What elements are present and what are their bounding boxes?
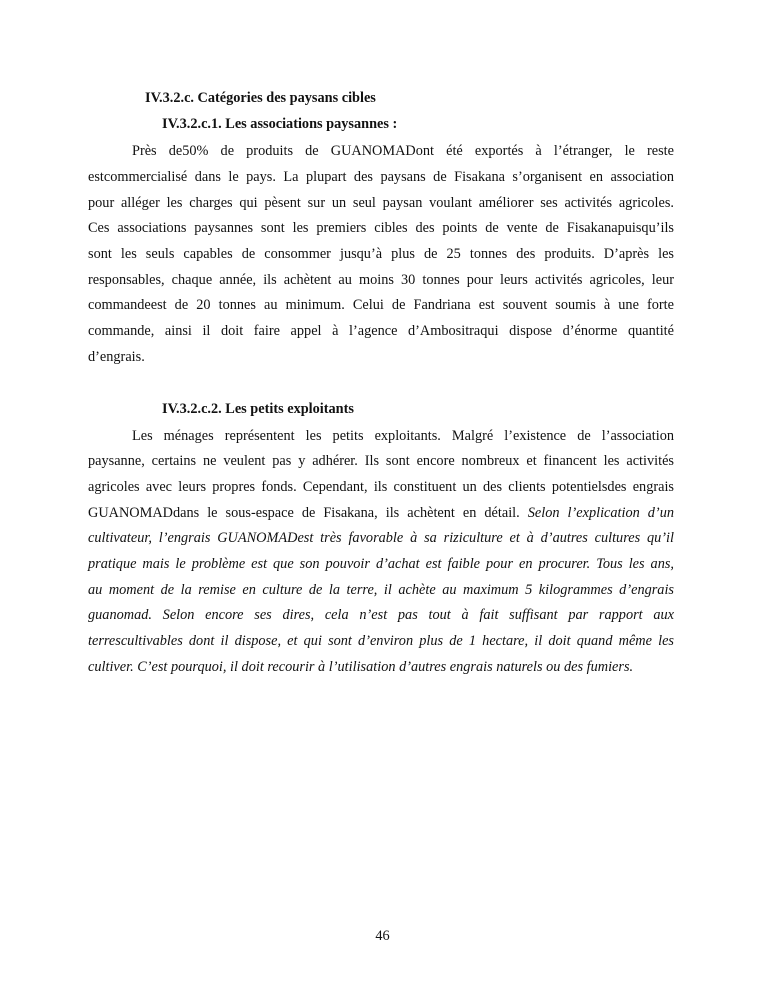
paragraph-line: agricoles avec leurs propres fonds. Cependant, ils constituent un des clients potentielsdes engrais — [88, 479, 674, 495]
paragraph-line: responsables, chaque année, ils achètent au moins 30 tonnes pour leurs activités agricoles, leur — [88, 272, 674, 288]
line-italic-part: Selon l’explication d’un — [527, 505, 674, 521]
paragraph-line-italic: pratique mais le problème est que son pouvoir d’achat est faible pour en procurer. Tous les ans, — [88, 556, 674, 572]
section-heading: IV.3.2.c. Catégories des paysans cibles — [145, 90, 376, 106]
paragraph-line: paysanne, certains ne veulent pas y adhérer. Ils sont encore nombreux et financent les activités — [88, 453, 674, 469]
subsection-heading-associations: IV.3.2.c.1. Les associations paysannes : — [162, 116, 398, 132]
paragraph-line: pour alléger les charges qui pèsent sur un seul paysan voulant améliorer ses activités agricoles. — [88, 195, 674, 211]
paragraph-line: Les ménages représentent les petits exploitants. Malgré l’existence de l’association — [132, 428, 674, 444]
paragraph-line-italic: guanomad. Selon encore ses dires, cela n’est pas tout à fait suffisant par rapport aux — [88, 607, 674, 623]
paragraph-line-italic: cultiver. C’est pourquoi, il doit recourir à l’utilisation d’autres engrais naturels ou des fumiers. — [88, 659, 634, 675]
paragraph-line: Ces associations paysannes sont les premiers cibles des points de vente de Fisakanapuisqu’ils — [88, 220, 674, 236]
paragraph-line-italic: au moment de la remise en culture de la terre, il achète au maximum 5 kilogrammes d’engrais — [88, 582, 674, 598]
paragraph-line: commandeest de 20 tonnes au minimum. Celui de Fandriana est souvent soumis à une forte — [88, 297, 674, 313]
paragraph-line: Près de50% de produits de GUANOMADont été exportés à l’étranger, le reste — [132, 143, 674, 159]
paragraph-line: estcommercialisé dans le pays. La plupart des paysans de Fisakana s’organisent en association — [88, 169, 674, 185]
paragraph-line: commande, ainsi il doit faire appel à l’agence d’Ambositraqui dispose d’énorme quantité — [88, 323, 674, 339]
paragraph-line — [88, 505, 674, 521]
page-number: 46 — [375, 928, 390, 944]
paragraph-line: sont les seuls capables de consommer jusqu’à plus de 25 tonnes des produits. D’après les — [88, 246, 674, 262]
line-roman-part: GUANOMADdans le sous-espace de Fisakana, ils achètent en détail. — [88, 505, 528, 521]
paragraph-line: d’engrais. — [88, 349, 145, 365]
subsection-heading-petits-exploitants: IV.3.2.c.2. Les petits exploitants — [162, 401, 354, 417]
paragraph-line-italic: terrescultivables dont il dispose, et qui sont d’environ plus de 1 hectare, il doit quand même les — [88, 633, 674, 649]
paragraph-line-italic: cultivateur, l’engrais GUANOMADest très favorable à sa riziculture et à d’autres cultures qu’il — [88, 530, 674, 546]
